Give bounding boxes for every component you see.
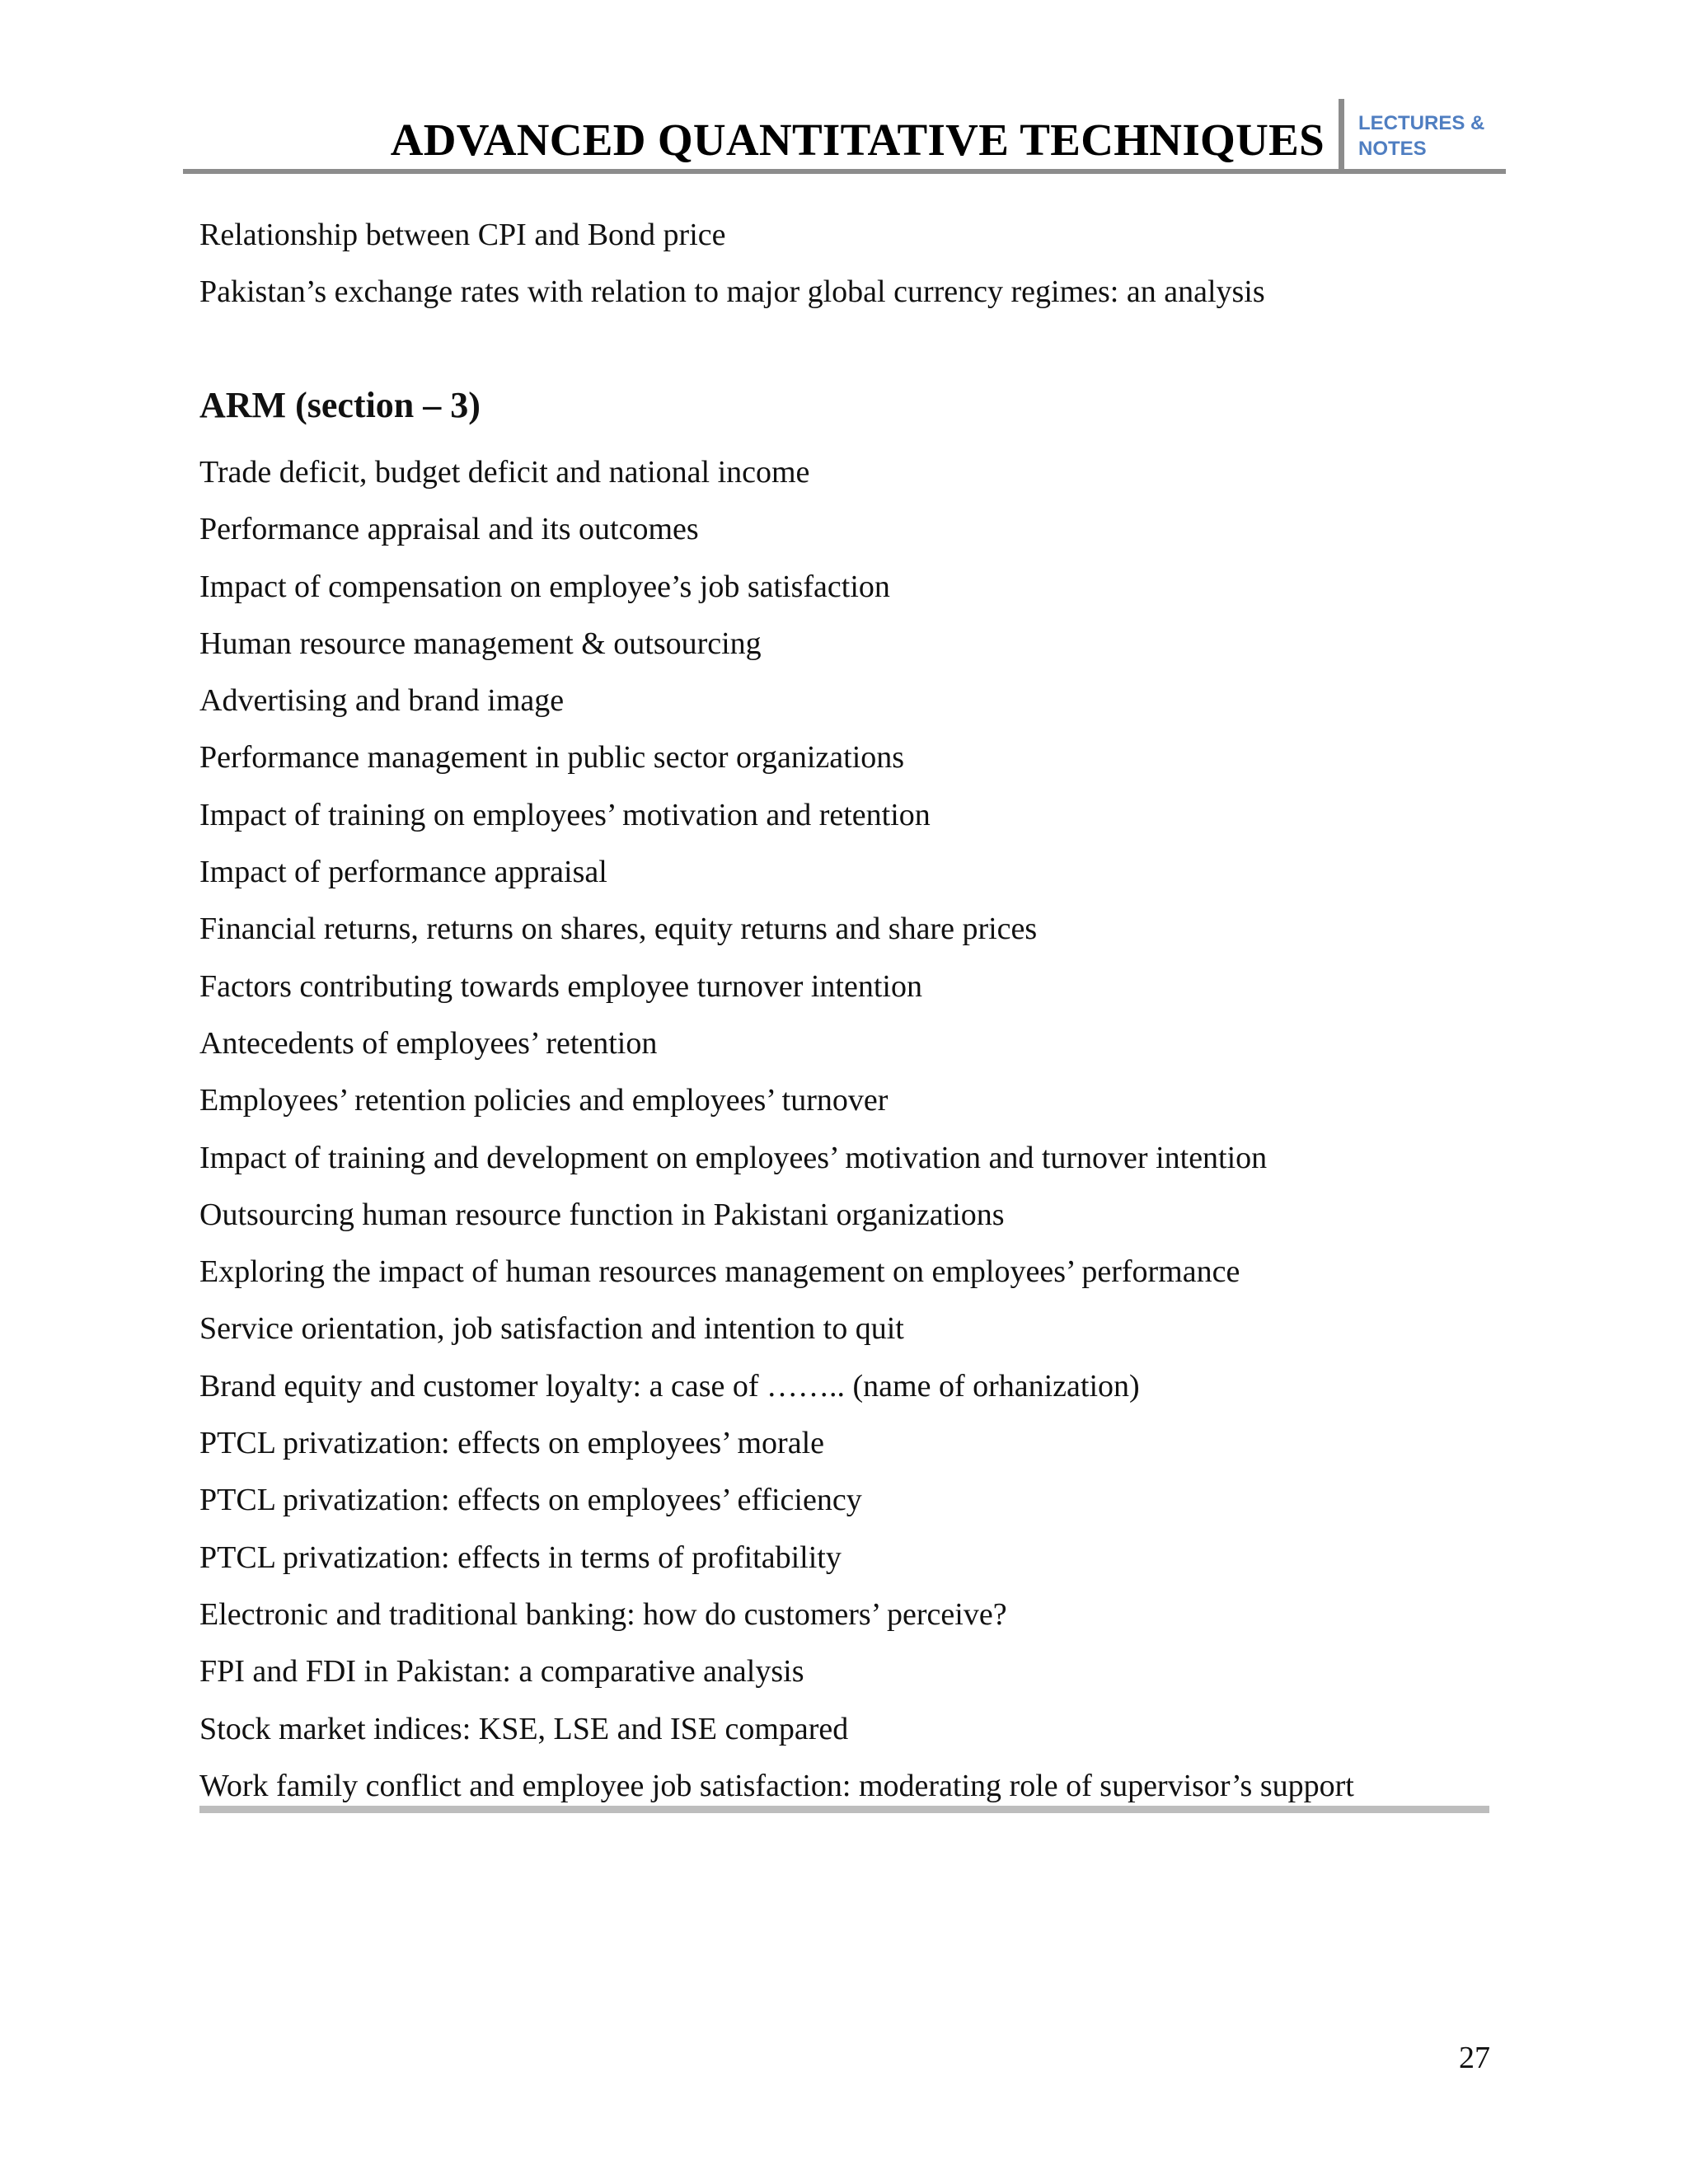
topic-item: PTCL privatization: effects in terms of profitability	[199, 1540, 842, 1575]
topic-item: Impact of performance appraisal	[199, 855, 607, 890]
section-heading: ARM (section – 3)	[199, 385, 481, 425]
topic-item: Advertising and brand image	[199, 683, 565, 719]
header-divider	[1339, 99, 1344, 171]
topic-item: Performance management in public sector organizations	[199, 740, 905, 776]
section-topic-list	[199, 448, 1354, 1818]
topic-item: Trade deficit, budget deficit and national income	[199, 455, 810, 490]
topic-item: Performance appraisal and its outcomes	[199, 512, 699, 547]
page-header	[183, 97, 1506, 171]
topic-item: Employees’ retention policies and employees’ turnover	[199, 1083, 889, 1118]
topic-item: PTCL privatization: effects on employees’ morale	[199, 1426, 824, 1461]
intro-topic-list	[199, 210, 1265, 325]
footer-rule	[199, 1806, 1489, 1813]
topic-item: FPI and FDI in Pakistan: a comparative analysis	[199, 1654, 804, 1690]
topic-item: Financial returns, returns on shares, equity returns and share prices	[199, 912, 1038, 947]
topic-item: Impact of training on employees’ motivation and retention	[199, 797, 931, 832]
page-number: 27	[1459, 2041, 1490, 2075]
topic-item: Electronic and traditional banking: how do customers’ perceive?	[199, 1596, 1007, 1632]
topic-item: Impact of compensation on employee’s job satisfaction	[199, 569, 890, 604]
topic-item: Relationship between CPI and Bond price	[199, 218, 726, 252]
topic-item: Brand equity and customer loyalty: a case of …….. (name of orhanization)	[199, 1368, 1140, 1404]
topic-item: Stock market indices: KSE, LSE and ISE compared	[199, 1711, 849, 1746]
header-tag-line-2: NOTES	[1358, 138, 1427, 160]
topic-item: Human resource management & outsourcing	[199, 626, 762, 661]
topic-item: Service orientation, job satisfaction and intention to quit	[199, 1311, 904, 1347]
header-tag-line-1: LECTURES &	[1358, 112, 1485, 134]
topic-item: Pakistan’s exchange rates with relation to major global currency regimes: an analysis	[199, 274, 1265, 310]
topic-item: Exploring the impact of human resources management on employees’ performance	[199, 1254, 1240, 1290]
topic-item: Outsourcing human resource function in Pakistani organizations	[199, 1197, 1005, 1232]
topic-item: PTCL privatization: effects on employees’ efficiency	[199, 1483, 862, 1518]
header-tag	[1358, 110, 1484, 162]
topic-item: Antecedents of employees’ retention	[199, 1025, 658, 1061]
topic-item: Impact of training and development on employees’ motivation and turnover intention	[199, 1140, 1268, 1175]
topic-item: Factors contributing towards employee turnover intention	[199, 968, 922, 1004]
topic-item: Work family conflict and employee job satisfaction: moderating role of supervisor’s support	[199, 1768, 1354, 1803]
header-rule	[183, 169, 1506, 174]
header-title: ADVANCED QUANTITATIVE TECHNIQUES	[390, 115, 1325, 165]
